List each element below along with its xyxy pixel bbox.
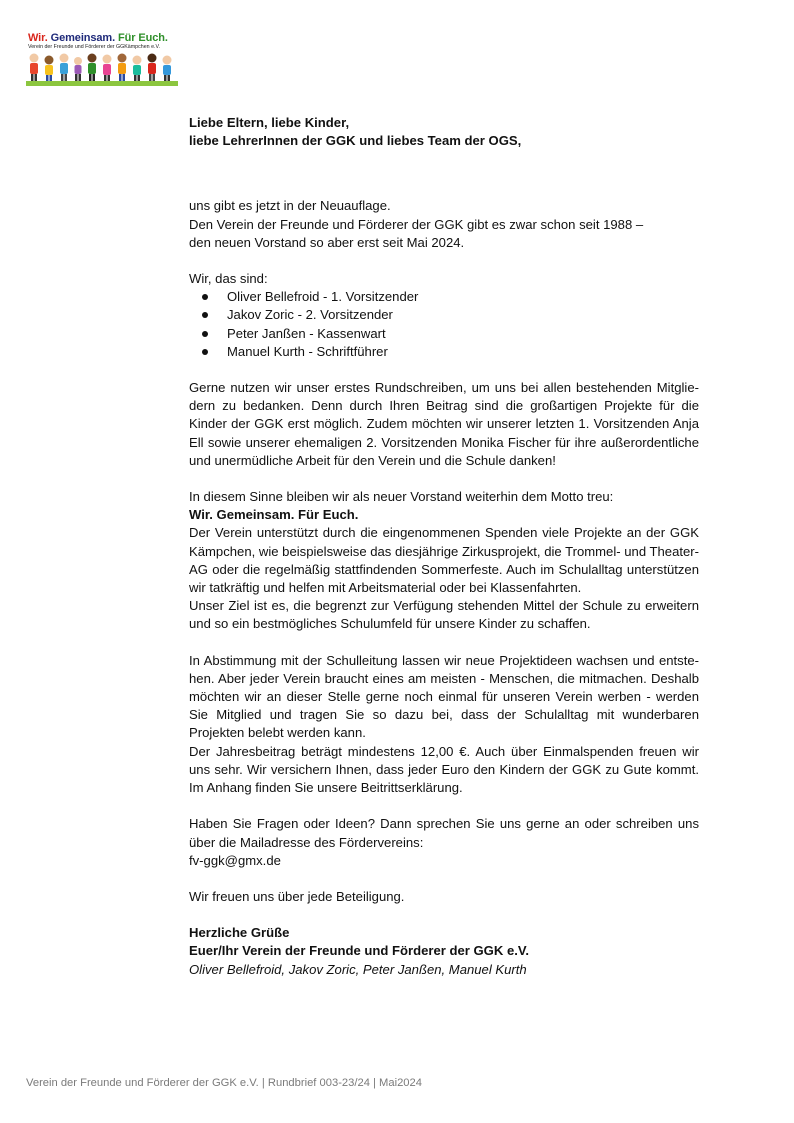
board-member: Manuel Kurth - Schriftführer: [227, 343, 388, 359]
logo-title: [28, 32, 168, 44]
list-item: [189, 306, 699, 324]
list-item: [189, 343, 699, 361]
membership-paragraph: In Abstimmung mit der Schulleitung lassen wir neue Projektideen wachsen und entstehen. Aber jeder Verein braucht eines am meisten - Menschen, die mitmachen. Deshalb möchten wir an dieser Stelle gerne noch einmal für unseren Verein werben - werden Sie Mitglied und tragen Sie so dazu bei, dass der Schulalltag mit wunderbaren Projekten belebt werden kann.: [189, 652, 699, 741]
board-member: Oliver Bellefroid - 1. Vorsitzender: [227, 289, 419, 305]
board-member: Peter Janßen - Kassenwart: [227, 325, 386, 341]
list-item: [189, 325, 699, 343]
motto: Wir. Gemeinsam. Für Euch.: [189, 507, 359, 523]
signature-org: Euer/Ihr Verein der Freunde und Förderer der GGK e.V.: [189, 943, 530, 959]
list-item: [189, 288, 699, 306]
letter-body: [189, 114, 699, 979]
bullet-icon: [202, 349, 208, 355]
bullet-icon: [202, 312, 208, 318]
motto-intro: In diesem Sinne bleiben wir als neuer Vorstand weiterhin dem Motto treu:: [189, 489, 614, 505]
intro-line: uns gibt es jetzt in der Neuauflage.: [189, 198, 391, 214]
children-illustration-icon: [26, 50, 178, 86]
board-intro: Wir, das sind:: [189, 271, 268, 287]
support-paragraph: Der Verein unterstützt durch die eingenommenen Spenden viele Projekte an der GGK Kämpchen, wie beispielsweise das diesjährige Zirkusprojekt, die Trommel- und Theater-AG oder die regelmäßig stattfindenden Sommerfeste. Auch im Schulalltag unterstützen wir tatkräftig und helfen mit Arbeitsmaterial oder bei Klassenfahrten.: [189, 525, 699, 596]
email-address[interactable]: fv-ggk@gmx.de: [189, 852, 281, 868]
logo-title-part2: Gemeinsam.: [50, 32, 116, 44]
logo-title-part3: Für Euch.: [118, 32, 168, 44]
signature-greeting: Herzliche Grüße: [189, 925, 290, 941]
fee-paragraph: Der Jahresbeitrag beträgt mindestens 12,00 €. Auch über Einmalspenden freuen wir uns sehr. Wir versichern Ihnen, dass jeder Euro den Kindern der GGK zu Gute kommt. Im Anhang finden Sie unsere Beitrittserklärung.: [189, 743, 699, 796]
goal-paragraph: Unser Ziel ist es, die begrenzt zur Verfügung stehenden Mittel der Schule zu erweitern und so ein bestmögliches Schulumfeld für unsere Kinder zu schaffen.: [189, 598, 699, 632]
board-member: Jakov Zoric - 2. Vorsitzender: [227, 307, 393, 323]
logo-title-part1: Wir.: [28, 32, 48, 44]
bullet-icon: [202, 294, 208, 300]
logo-subtitle: Verein der Freunde und Förderer der GGKämpchen e.V.: [28, 44, 161, 50]
closing-line: Wir freuen uns über jede Beteiligung.: [189, 888, 405, 904]
intro-line: den neuen Vorstand so aber erst seit Mai 2024.: [189, 234, 465, 250]
signature-names: Oliver Bellefroid, Jakov Zoric, Peter Janßen, Manuel Kurth: [189, 961, 527, 977]
intro-line: Den Verein der Freunde und Förderer der GGK gibt es zwar schon seit 1988 –: [189, 216, 644, 232]
page-footer: Verein der Freunde und Förderer der GGK e.V. | Rundbrief 003-23/24 | Mai2024: [26, 1077, 422, 1089]
thanks-paragraph: Gerne nutzen wir unser erstes Rundschreiben, um uns bei allen bestehenden Mitgliedern zu bedanken. Denn durch Ihren Beitrag sind die großartigen Projekte für die Kinder der GGK erst möglich. Zudem möchten wir unserer letzten 1. Vorsitzenden Anja Ell sowie unserer ehemaligen 2. Vorsitzenden Monika Fischer für ihre außerordentliche und unermüdliche Arbeit für den Verein und die Schule danken!: [189, 380, 699, 468]
contact-paragraph: Haben Sie Fragen oder Ideen? Dann sprechen Sie uns gerne an oder schreiben uns über die Mailadresse des Fördervereins:: [189, 816, 699, 850]
salutation-line: liebe LehrerInnen der GGK und liebes Team der OGS,: [189, 133, 522, 149]
board-member-list: [189, 288, 699, 361]
bullet-icon: [202, 331, 208, 337]
salutation-line: Liebe Eltern, liebe Kinder,: [189, 115, 350, 130]
logo: [26, 32, 178, 88]
